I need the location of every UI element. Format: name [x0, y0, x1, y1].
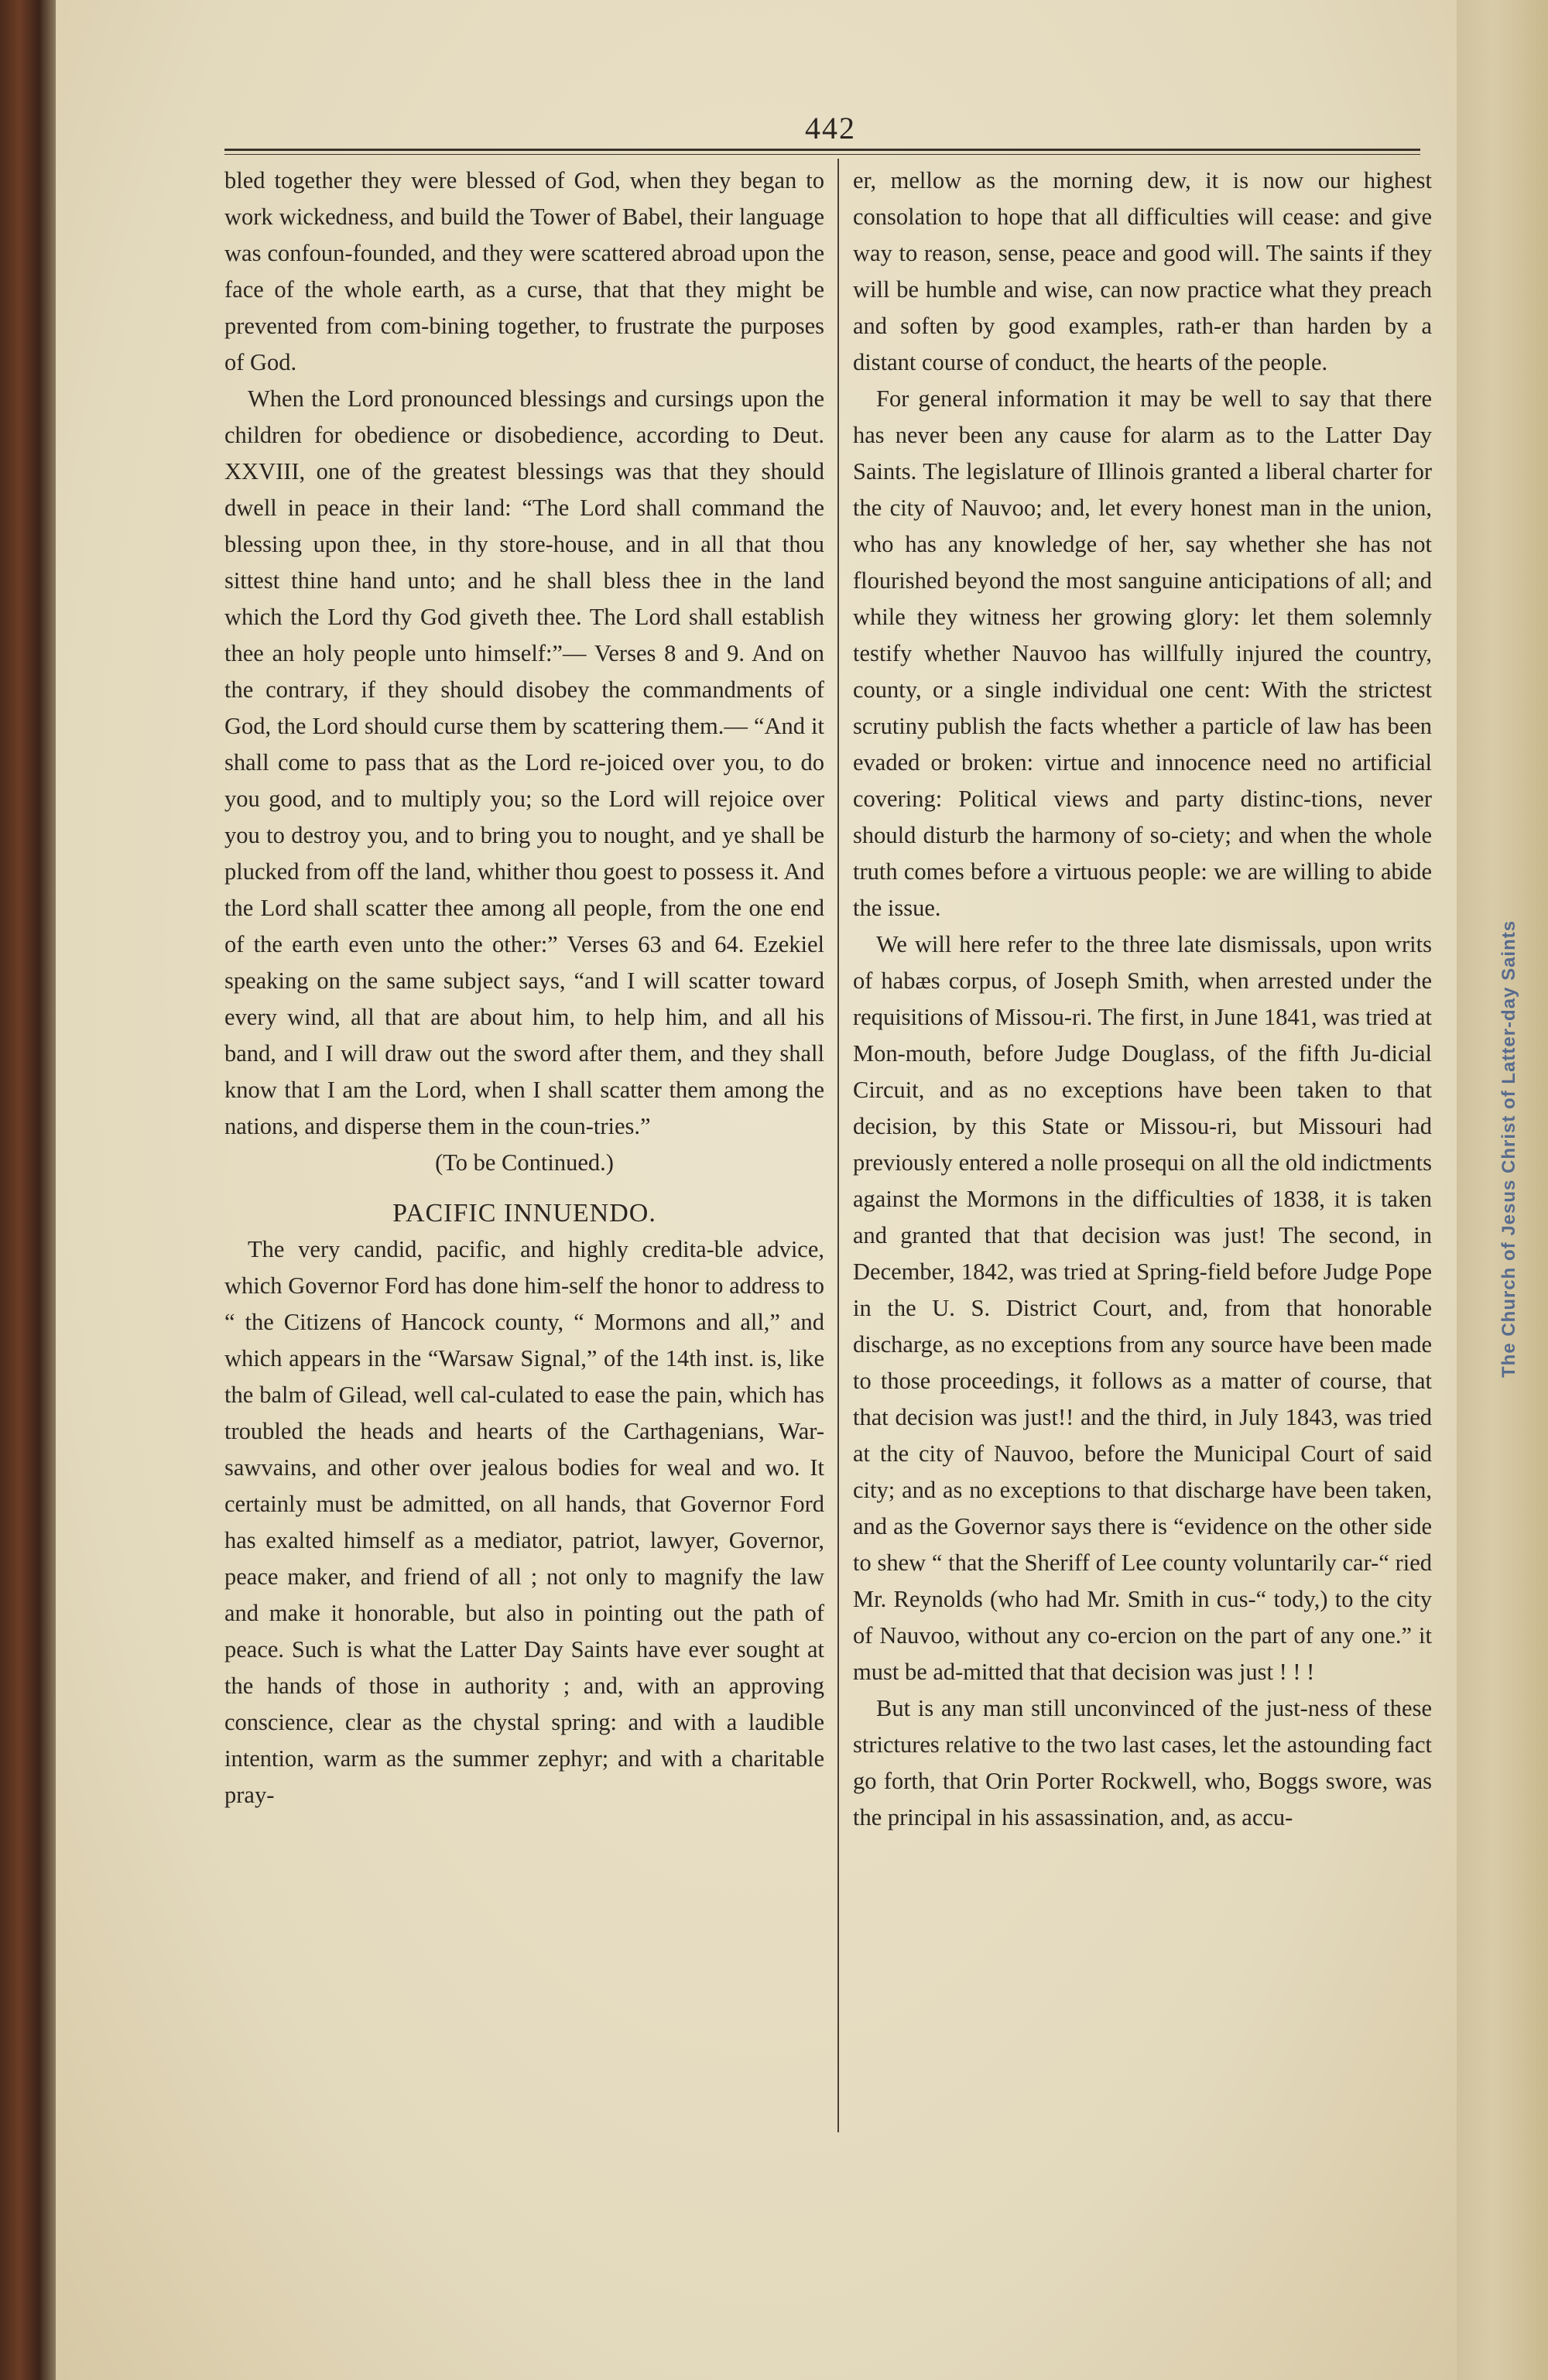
paragraph: But is any man still unconvinced of the just-ness of these strictures relative to the two last cases, let the astounding fact go forth, that Orin Porter Rockwell, who, Boggs swore, was the principal in his assassination, and, as accu- [853, 1695, 1432, 1830]
page-number: 442 [805, 111, 856, 146]
right-column [853, 163, 1432, 2152]
paragraph: When the Lord pronounced blessings and cursings upon the children for obedience or disobedience, according to Deut. XXVIII, one of the greatest blessings was that they should dwell in peace in their land: “The Lord shall command the blessing upon thee, in thy store-house, and in all that thou sittest thine hand unto; and he shall bless thee in the land which the Lord thy God giveth thee. The Lord shall establish thee an holy people unto himself:”— Verses 8 and 9. And on the contrary, if they should disobey the commandments of God, the Lord should curse them by scattering them.— “And it shall come to pass that as the Lord re-joiced over you, to do you good, and to multiply you; so the Lord will rejoice over you to destroy you, and to bring you to nought, and ye shall be plucked from off the land, whither thou goest to possess it. And the Lord shall scatter thee among all people, from the one end of the earth even unto the other:” Verses 63 and 64. Ezekiel speaking on the same subject says, “and I will scatter toward every wind, all that are about him, to help him, and all his band, and I will draw out the sword after them, and they shall know that I am the Lord, when I shall scatter them among the nations, and disperse them in the coun-tries.” [224, 385, 824, 1139]
continued-note: (To be Continued.) [435, 1149, 614, 1176]
header-rule [224, 149, 1420, 151]
column-divider [837, 159, 839, 2132]
paragraph: We will here refer to the three late dismissals, upon writs of habæs corpus, of Joseph Smith, when arrested under the requisitions of Missou-ri. The first, in June 1841, was tried at Mon-mouth, before Judge Douglass, of the fifth Ju-dicial Circuit, and as no exceptions have been taken to that decision, by this State or Missou-ri, but Missouri had previously entered a nolle prosequi on all the old indictments against the Mormons in the difficulties of 1838, it is taken and granted that that decision was just! The second, in December, 1842, was tried at Spring-field before Judge Pope in the U. S. District Court, and, from that honorable discharge, as no exceptions from any source have been made to those proceedings, it follows as a matter of course, that that decision was just!! and the third, in July 1843, was tried at the city of Nauvoo, before the Municipal Court of said city; and as no exceptions to that discharge have been taken, and as the Governor says there is “evidence on the other side to shew “ that the Sheriff of Lee county voluntarily car-“ ried Mr. Reynolds (who had Mr. Smith in cus-“ tody,) to the city of Nauvoo, without any co-ercion on the part of any one.” it must be ad-mitted that that decision was just ! ! ! [853, 931, 1432, 1685]
paragraph: For general information it may be well to say that there has never been any cause for alarm as to the Latter Day Saints. The legislature of Illinois granted a liberal charter for the city of Nauvoo; and, let every honest man in the union, who has any knowledge of her, say whether she has not flourished beyond the most sanguine anticipations of all; and while they witness her growing glory: let them solemnly testify whether Nauvoo has willfully injured the country, county, or a single individual one cent: With the strictest scrutiny publish the facts whether a particle of law has been evaded or broken: virtue and innocence need no artificial covering: Political views and party distinc-tions, never should disturb the harmony of so-ciety; and when the whole truth comes before a virtuous people: we are willing to abide the issue. [853, 385, 1432, 921]
library-stamp: The Church of Jesus Christ of Latter-day Saints [1498, 919, 1519, 1378]
paragraph: The very candid, pacific, and highly credita-ble advice, which Governor Ford has done him-self the honor to address to “ the Citizens of Hancock county, “ Mormons and all,” and which appears in the “Warsaw Signal,” of the 14th inst. is, like the balm of Gilead, well cal-culated to ease the pain, which has troubled the heads and hearts of the Carthagenians, War-sawvains, and other over jealous bodies for weal and wo. It certainly must be admitted, on all hands, that Governor Ford has exalted himself as a mediator, patriot, lawyer, Governor, peace maker, and friend of all ; not only to magnify the law and make it honorable, but also in pointing out the path of peace. Such is what the Latter Day Saints have ever sought at the hands of those in authority ; and, with an approving conscience, clear as the chystal spring: and with a laudible intention, warm as the summer zephyr; and with a charitable pray- [224, 1236, 824, 1808]
article-heading: PACIFIC INNUENDO. [392, 1199, 656, 1228]
paragraph: er, mellow as the morning dew, it is now our highest consolation to hope that all difficulties will cease: and give way to reason, sense, peace and good will. The saints if they will be humble and wise, can now practice what they preach and soften by good examples, rath-er than harden by a distant course of conduct, the hearts of the people. [853, 167, 1432, 375]
header-rule-thin [224, 154, 1420, 155]
left-column [224, 163, 824, 2152]
paragraph: bled together they were blessed of God, when they began to work wickedness, and build the Tower of Babel, their language was confoun-founded, and they were scattered abroad upon the face of the whole earth, as a curse, that that they might be prevented from com-bining together, to frustrate the purposes of God. [224, 167, 824, 375]
book-binding [0, 0, 56, 2380]
